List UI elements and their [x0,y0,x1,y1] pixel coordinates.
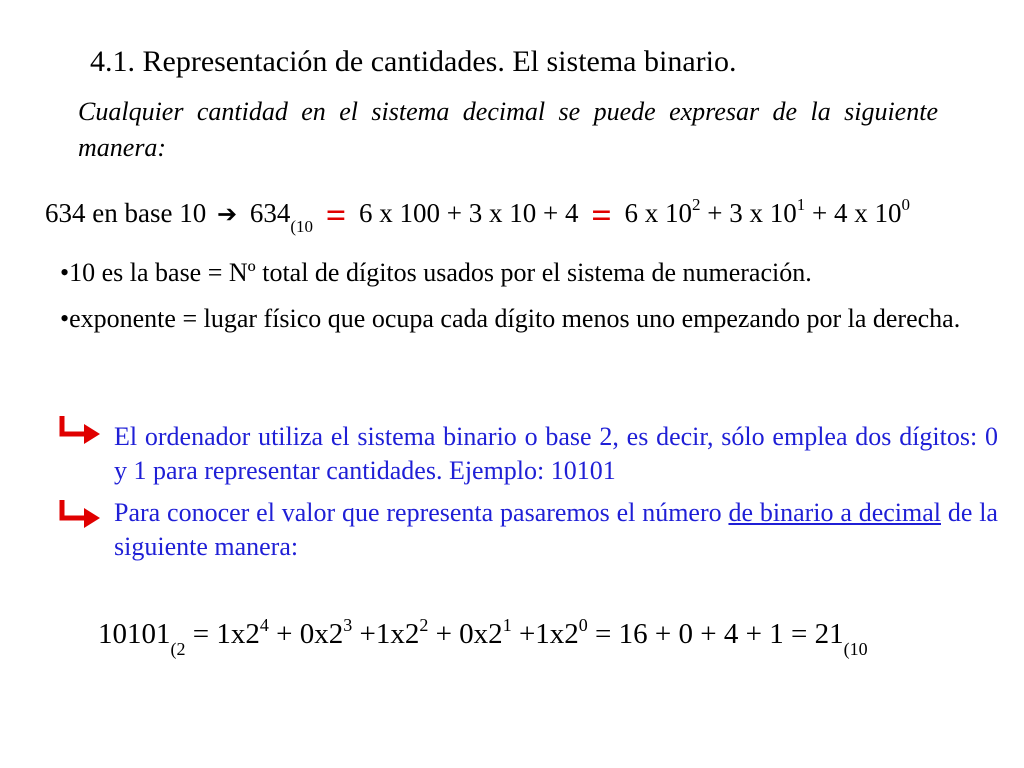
conversion-paragraph [114,496,998,564]
red-bent-arrow-icon [58,494,106,534]
bullet-base-definition: •10 es la base = Nº total de dígitos usados por el sistema de numeración. [60,258,812,287]
red-bent-arrow-icon [58,410,106,450]
decimal-expansion-formula [45,190,910,237]
right-arrow-icon: ➔ [216,202,238,228]
formula-part-base: 634 en base 10 [45,198,207,228]
formula-number: 634 [249,198,291,228]
binary-term: + 0x2 [428,618,503,650]
equals-sign: = [185,618,217,650]
formula-exponent: 1 [796,195,806,214]
formula-number-base: (10 [290,217,313,236]
bullet-exponent-definition: •exponente = lugar físico que ocupa cada dígito menos uno empezando por la derecha. [60,304,961,333]
conversion-text-before: Para conocer el valor que representa pasaremos el número [114,498,729,527]
binary-term: + 0x2 [268,618,344,650]
binary-exponent: 0 [578,615,588,635]
binary-exponent: 1 [502,615,512,635]
binary-term: +1x2 [511,618,579,650]
formula-term: 6 x 10 [624,198,692,228]
conversion-text-underlined: de binario a decimal [728,498,941,527]
equals-sign-red: = [591,195,612,235]
formula-exponent: 0 [901,195,910,214]
binary-term: +1x2 [352,618,420,650]
conversion-text-after: de la siguiente manera: [114,498,998,561]
decimal-result-base: (10 [843,639,868,659]
binary-number: 10101 [98,618,171,650]
intro-text: Cualquier cantidad en el sistema decimal se puede expresar de la siguiente manera: [78,97,938,162]
formula-exponent: 2 [692,195,701,214]
equals-sign-red: = [325,195,347,235]
slide-title: 4.1. Representación de cantidades. El sistema binario. [90,45,737,78]
binary-to-decimal-formula [98,612,868,659]
formula-expression: 6 x 100 + 3 x 10 + 4 [359,198,579,228]
formula-term: + 4 x 10 [805,198,902,228]
decimal-result: = 16 + 0 + 4 + 1 = 21 [587,618,844,650]
binary-exponent: 3 [343,615,353,635]
binary-number-base: (2 [170,639,186,659]
binary-exponent: 2 [419,615,429,635]
binary-exponent: 4 [259,615,269,635]
formula-term: + 3 x 10 [700,198,797,228]
binary-term: 1x2 [216,618,260,650]
binary-system-paragraph: El ordenador utiliza el sistema binario o base 2, es decir, sólo emplea dos dígitos: 0 y 1 para representar cantidades. Ejemplo: 10101 [114,422,998,485]
